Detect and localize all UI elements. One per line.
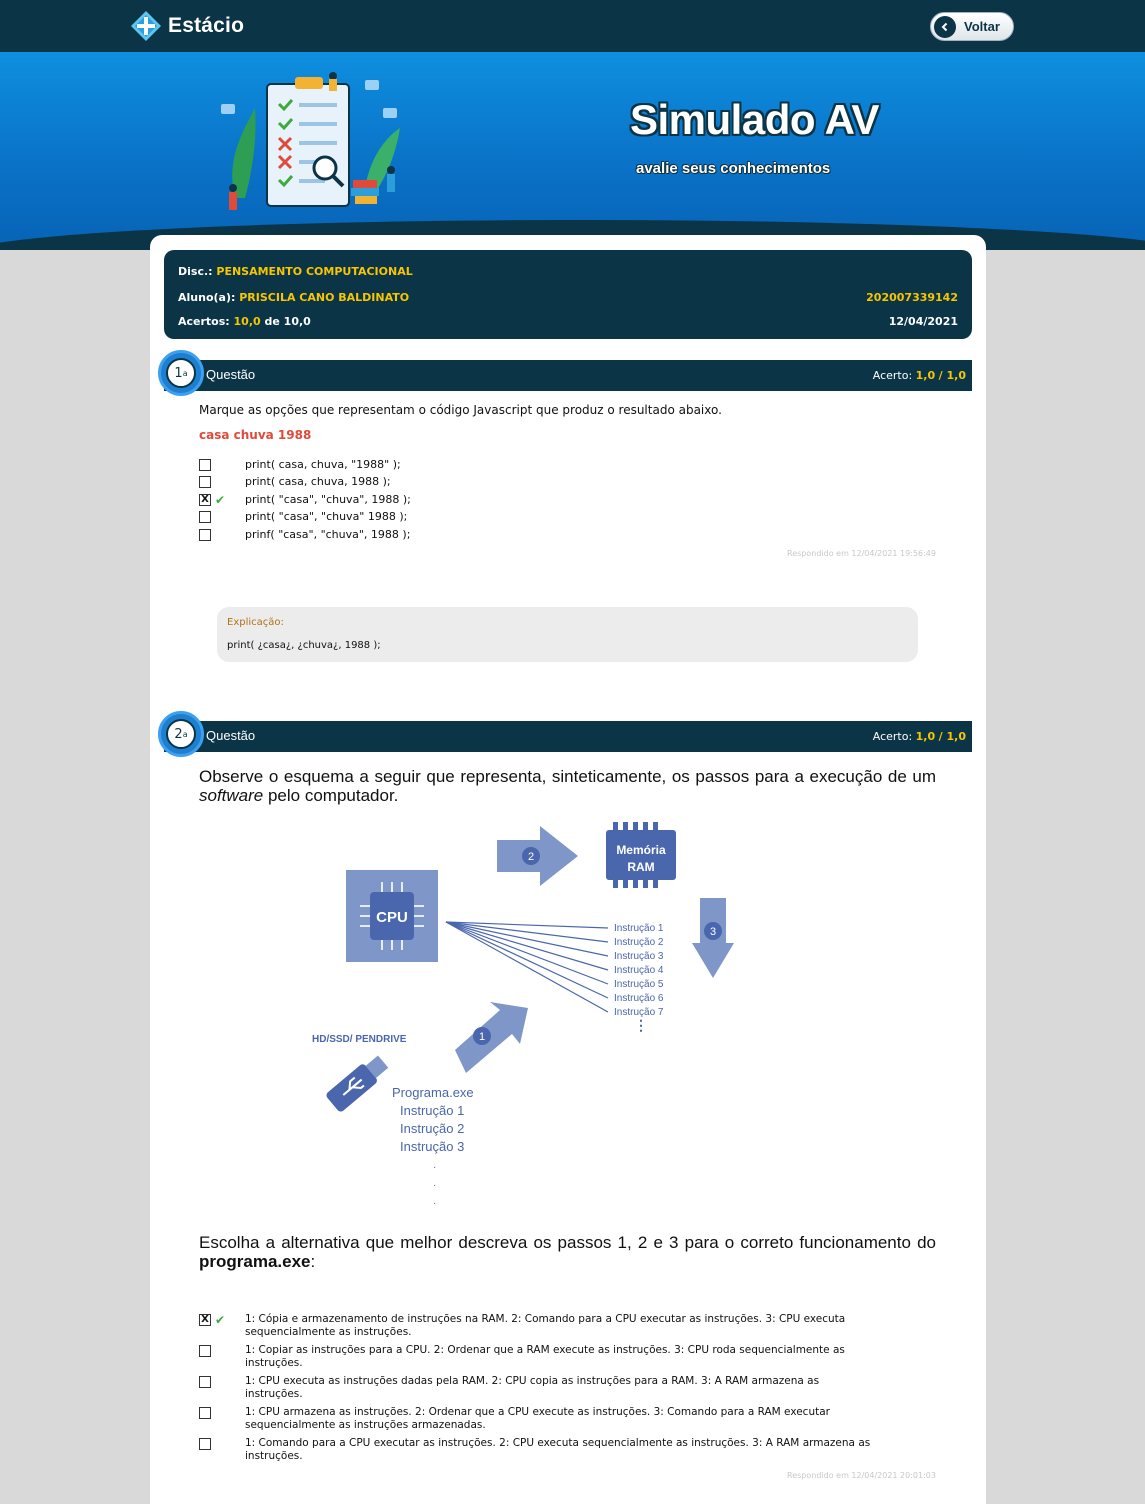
program-instructions — [400, 1103, 464, 1154]
score-value: 1,0 — [915, 369, 936, 382]
question-2-instruction — [199, 1233, 936, 1271]
hits-total: de 10,0 — [264, 315, 311, 328]
score-total: / 1,0 — [938, 730, 966, 743]
storage-label: HD/SSD/ PENDRIVE — [312, 1034, 407, 1045]
program-dot: · — [433, 1198, 437, 1209]
student-label: Aluno(a): — [178, 291, 236, 304]
hits-value: 10,0 — [233, 315, 261, 328]
question-title: Questão — [206, 728, 256, 743]
student-id: 202007339142 — [866, 291, 958, 304]
usb-drive-icon — [325, 1052, 391, 1113]
estacio-logo[interactable] — [130, 10, 244, 42]
back-button-label: Voltar — [964, 19, 1000, 34]
option-text-line-2: sequencialmente as instruções. — [245, 1326, 412, 1338]
score-label: Acerto: — [872, 730, 913, 743]
option-text-line-1: 1: CPU executa as instruções dadas pela RAM. 2: CPU copia as instruções para a RAM. 3: A RAM armazena as — [245, 1375, 820, 1387]
option-checkbox[interactable]: X — [199, 1314, 211, 1326]
prompt-part: Observe o esquema a seguir que representa, sinteticamente, os passos para a execução de um — [199, 767, 936, 786]
cpu-label: CPU — [376, 909, 408, 926]
ram-label-line-1: Memória — [616, 843, 666, 857]
option-text-line-1: 1: CPU armazena as instruções. 2: Ordenar que a CPU execute as instruções. 3: Comando para a RAM executar — [245, 1406, 830, 1418]
instruction-ellipsis: ⋮ — [634, 1017, 648, 1033]
question-score — [873, 730, 966, 743]
option-text-line-1: 1: Copiar as instruções para a CPU. 2: Ordenar que a RAM execute as instruções. 3: CPU roda sequencialmente as — [245, 1344, 845, 1356]
hits-label: Acertos: — [178, 315, 230, 328]
question-title: Questão — [206, 367, 256, 382]
question-1-prompt: Marque as opções que representam o código Javascript que produz o resultado abaixo. — [199, 403, 722, 417]
step-1-arrow — [455, 1002, 528, 1073]
option-text: prinf( "casa", "chuva", 1988 ); — [245, 528, 411, 541]
step-1-number: 1 — [478, 1031, 486, 1043]
prompt-italic: software — [199, 786, 264, 805]
chevron-left-icon — [934, 16, 956, 38]
score-label: Acerto: — [872, 369, 913, 382]
option-text-line-2: instruções. — [245, 1357, 303, 1369]
question-number-badge — [158, 350, 204, 396]
step-2-number: 2 — [527, 851, 535, 863]
step-3-number: 3 — [709, 926, 717, 938]
instruction-lines — [446, 922, 608, 1012]
question-ordinal: a — [182, 368, 188, 378]
question-1-answered-time: Respondido em 12/04/2021 19:56:49 — [787, 549, 936, 558]
discipline-row — [178, 265, 413, 278]
program-instruction-line: Instrução 2 — [400, 1121, 465, 1136]
discipline-label: Disc.: — [178, 265, 213, 278]
question-2-prompt — [199, 767, 936, 805]
instruction-label: Instrução 3 — [614, 951, 664, 962]
instruction-label: Instrução 1 — [614, 923, 664, 934]
question-ordinal: a — [182, 729, 188, 739]
question-1-header — [164, 360, 972, 391]
hits-row — [178, 315, 311, 328]
execution-diagram — [300, 818, 760, 1218]
question-score — [873, 369, 966, 382]
option-checkbox[interactable] — [199, 1345, 211, 1357]
option-text-line-2: instruções. — [245, 1450, 303, 1462]
option-checkbox[interactable] — [199, 1376, 211, 1388]
option-text: print( casa, chuva, 1988 ); — [245, 475, 391, 488]
option-text-line-1: 1: Cópia e armazenamento de instruções na RAM. 2: Comando para a CPU executar as instruções. 3: CPU executa — [245, 1313, 846, 1325]
estacio-logo-icon — [130, 10, 162, 42]
instruction-label: Instrução 4 — [614, 965, 664, 976]
correct-check-icon: ✔ — [215, 493, 226, 507]
instruction-labels — [614, 923, 664, 1018]
option-text-line-2: sequencialmente as instruções armazenadas. — [245, 1419, 486, 1431]
option-text: print( casa, chuva, "1988" ); — [245, 458, 401, 471]
banner — [0, 52, 1145, 250]
instruction-label: Instrução 5 — [614, 979, 664, 990]
option-checkbox[interactable] — [199, 529, 211, 541]
explanation-text: print( ¿casa¿, ¿chuva¿, 1988 ); — [227, 640, 381, 651]
option-text: print( "casa", "chuva", 1988 ); — [245, 493, 411, 506]
instruction-label: Instrução 7 — [614, 1007, 664, 1018]
exam-date: 12/04/2021 — [888, 315, 958, 328]
score-value: 1,0 — [915, 730, 936, 743]
option-text-line-2: instruções. — [245, 1388, 303, 1400]
question-number: 2 — [174, 726, 183, 742]
option-checkbox[interactable] — [199, 1438, 211, 1450]
instruction-label: Instrução 6 — [614, 993, 664, 1004]
choose-bold: programa.exe — [199, 1252, 311, 1271]
discipline-value: PENSAMENTO COMPUTACIONAL — [216, 265, 413, 278]
back-button[interactable] — [930, 12, 1014, 41]
student-name: PRISCILA CANO BALDINATO — [239, 291, 410, 304]
banner-subtitle: avalie seus conhecimentos — [636, 160, 831, 177]
checklist-illustration — [215, 68, 415, 214]
banner-title: Simulado AV — [630, 96, 879, 143]
instruction-label: Instrução 2 — [614, 937, 664, 948]
score-total: / 1,0 — [938, 369, 966, 382]
program-instruction-line: Instrução 3 — [400, 1139, 465, 1154]
top-bar — [0, 0, 1145, 52]
option-checkbox[interactable] — [199, 459, 211, 471]
program-name: Programa.exe — [392, 1085, 474, 1100]
choose-part: : — [310, 1252, 316, 1271]
option-checkbox[interactable]: X — [199, 494, 211, 506]
explanation-box — [217, 607, 918, 662]
choose-part: Escolha a alternativa que melhor descreva os passos 1, 2 e 3 para o correto funcionamento do — [199, 1233, 936, 1252]
ram-label-line-2: RAM — [627, 860, 655, 874]
option-checkbox[interactable] — [199, 476, 211, 488]
student-row — [178, 291, 409, 304]
explanation-label: Explicação: — [227, 617, 284, 628]
correct-check-icon: ✔ — [215, 1313, 226, 1327]
logo-text: Estácio — [168, 14, 245, 37]
prompt-part: pelo computador. — [263, 786, 399, 805]
option-checkbox[interactable] — [199, 1407, 211, 1419]
question-number: 1 — [174, 365, 183, 381]
option-checkbox[interactable] — [199, 511, 211, 523]
option-text: print( "casa", "chuva" 1988 ); — [245, 510, 408, 523]
exam-info-box — [164, 250, 972, 339]
question-2-answered-time: Respondido em 12/04/2021 20:01:03 — [787, 1471, 936, 1480]
question-1-expected-output: casa chuva 1988 — [199, 428, 312, 442]
program-instruction-line: Instrução 1 — [400, 1103, 465, 1118]
option-text-line-1: 1: Comando para a CPU executar as instruções. 2: CPU executa sequencialmente as instruções. 3: A RAM armazena as — [245, 1437, 871, 1449]
program-dot: · — [433, 1162, 437, 1173]
question-2-header — [164, 721, 972, 752]
question-number-badge — [158, 711, 204, 757]
program-dot: · — [433, 1180, 437, 1191]
